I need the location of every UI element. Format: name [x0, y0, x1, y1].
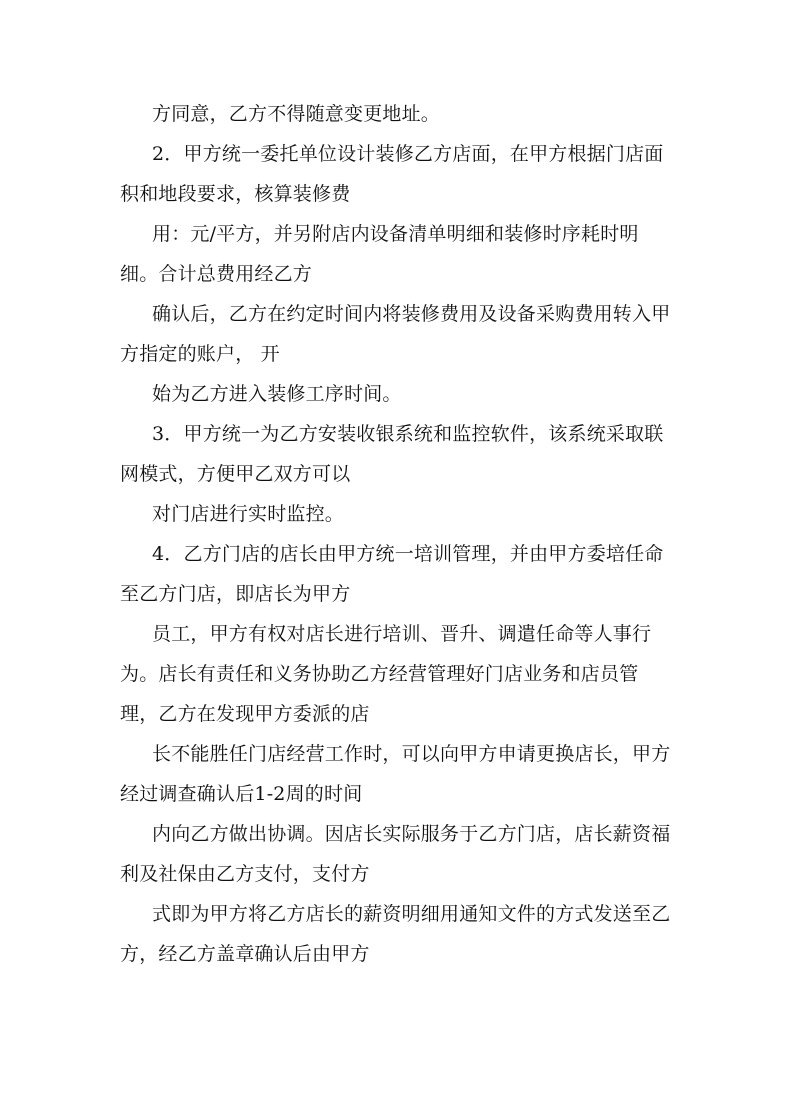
paragraph-2: 2．甲方统一委托单位设计装修乙方店面，在甲方根据门店面积和地段要求，核算装修费 [120, 143, 664, 205]
paragraph-5: 始为乙方进入装修工序时间。 [152, 383, 402, 405]
document-body [120, 94, 672, 974]
paragraph-10: 长不能胜任门店经营工作时，可以向甲方申请更换店长，甲方经过调查确认后1-2周的时间 [120, 743, 671, 805]
paragraph-7: 对门店进行实时监控。 [152, 503, 345, 525]
paragraph-4: 确认后，乙方在约定时间内将装修费用及设备采购费用转入甲方指定的账户， 开 [120, 303, 671, 365]
paragraph-9: 员工，甲方有权对店长进行培训、晋升、调遣任命等人事行为。店长有责任和义务协助乙方经营管理好门店业务和店员管理，乙方在发现甲方委派的店 [120, 623, 652, 725]
paragraph-11: 内向乙方做出协调。因店长实际服务于乙方门店，店长薪资福利及社保由乙方支付，支付方 [120, 823, 671, 885]
paragraph-8: 4．乙方门店的店长由甲方统一培训管理，并由甲方委培任命至乙方门店，即店长为甲方 [120, 543, 664, 605]
paragraph-3: 用：元/平方，并另附店内设备清单明细和装修时序耗时明细。合计总费用经乙方 [120, 223, 639, 285]
paragraph-1: 方同意，乙方不得随意变更地址。 [152, 103, 441, 125]
paragraph-6: 3．甲方统一为乙方安装收银系统和监控软件，该系统采取联网模式，方便甲乙双方可以 [120, 423, 664, 485]
paragraph-12: 式即为甲方将乙方店长的薪资明细用通知文件的方式发送至乙方，经乙方盖章确认后由甲方 [120, 903, 671, 965]
